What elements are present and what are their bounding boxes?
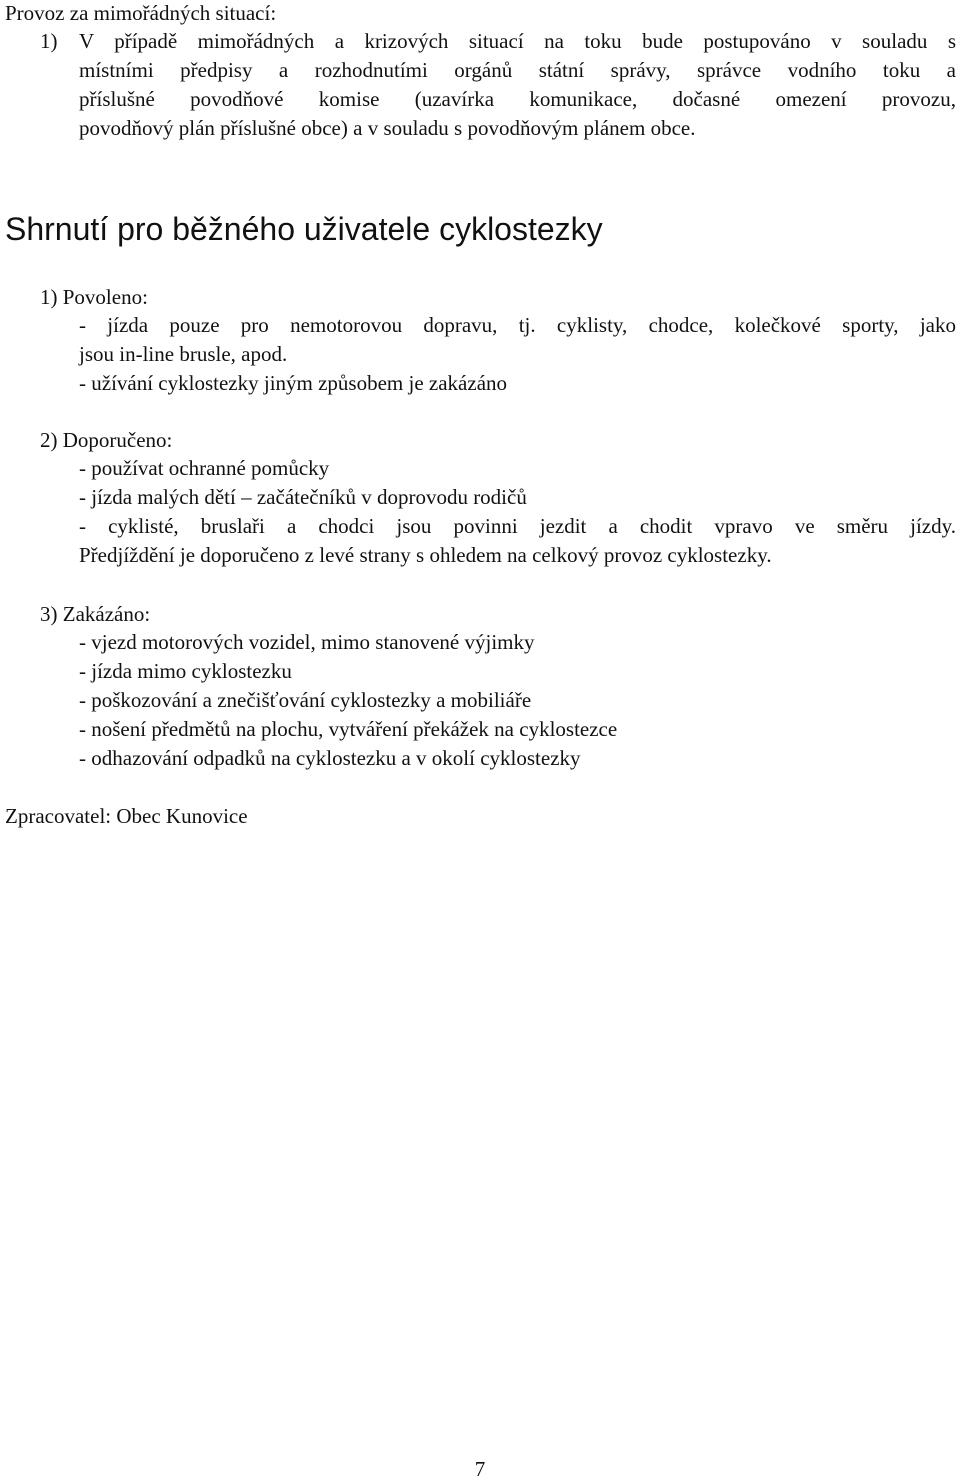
forbidden-line: - poškozování a znečišťování cyklostezky a mobiliáře: [79, 688, 532, 712]
recommended-line: - cyklisté, bruslaři a chodci jsou povinni jezdit a chodit vpravo ve směru jízdy.: [79, 514, 956, 538]
forbidden-heading: 3) Zakázáno:: [40, 602, 151, 626]
recommended-line: - jízda malých dětí – začátečníků v doprovodu rodičů: [79, 485, 527, 509]
allowed-line: - užívání cyklostezky jiným způsobem je zakázáno: [79, 371, 508, 395]
allowed-heading: 1) Povoleno:: [40, 285, 148, 309]
page-number: 7: [474, 1457, 486, 1481]
recommended-heading: 2) Doporučeno:: [40, 428, 173, 452]
recommended-line: - používat ochranné pomůcky: [79, 456, 330, 480]
forbidden-list: [79, 628, 956, 773]
forbidden-line: - nošení předmětů na plochu, vytváření překážek na cyklostezce: [79, 717, 618, 741]
emergency-line: V případě mimořádných a krizových situací na toku bude postupováno v souladu s: [79, 29, 956, 53]
emergency-section-title: Provoz za mimořádných situací:: [5, 1, 277, 25]
emergency-line: příslušné povodňové komise (uzavírka komunikace, dočasné omezení provozu,: [79, 87, 956, 111]
allowed-line: - jízda pouze pro nemotorovou dopravu, tj. cyklisty, chodce, kolečkové sporty, jako: [79, 313, 956, 337]
allowed-line: jsou in-line brusle, apod.: [79, 342, 288, 366]
summary-title: Shrnutí pro běžného uživatele cyklostezky: [5, 211, 603, 247]
emergency-line: místními předpisy a rozhodnutími orgánů státní správy, správce vodního toku a: [79, 58, 956, 82]
emergency-list-item: [40, 27, 956, 147]
author-footer: Zpracovatel: Obec Kunovice: [5, 804, 248, 828]
emergency-line: povodňový plán příslušné obce) a v souladu s povodňovým plánem obce.: [79, 116, 696, 140]
emergency-item-text: [79, 27, 956, 143]
emergency-item-number: 1): [40, 29, 58, 53]
forbidden-line: - jízda mimo cyklostezku: [79, 659, 292, 683]
recommended-list: [79, 454, 956, 570]
forbidden-line: - vjezd motorových vozidel, mimo stanovené výjimky: [79, 630, 535, 654]
forbidden-line: - odhazování odpadků na cyklostezku a v okolí cyklostezky: [79, 746, 581, 770]
recommended-line: Předjíždění je doporučeno z levé strany s ohledem na celkový provoz cyklostezky.: [79, 543, 772, 567]
allowed-list: [79, 311, 956, 398]
